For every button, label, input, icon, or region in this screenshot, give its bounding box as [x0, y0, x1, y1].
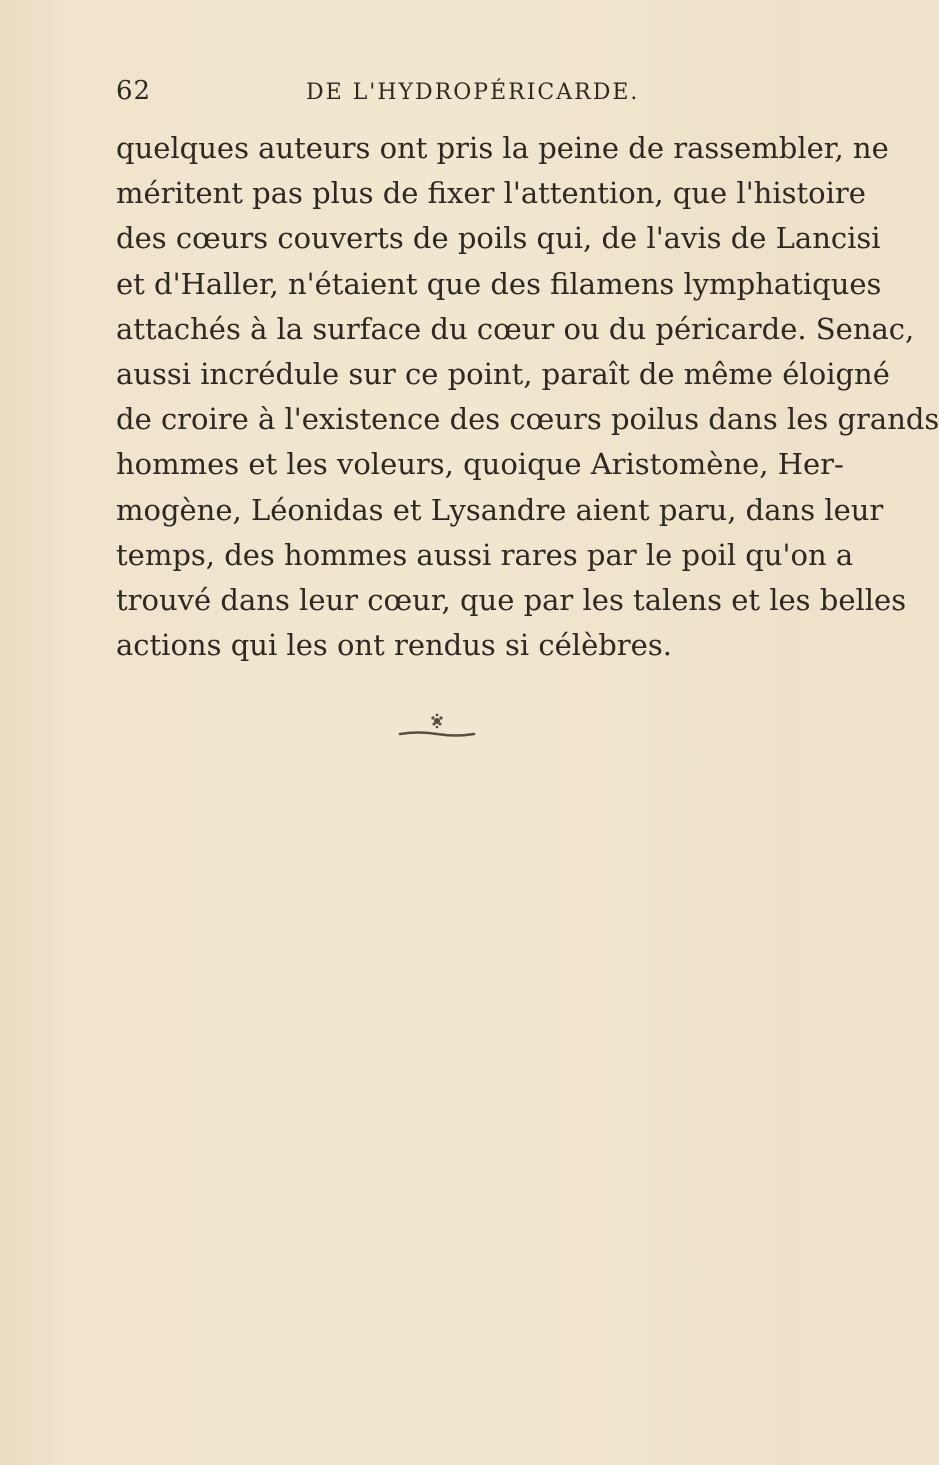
text-line: trouvé dans leur cœur, que par les talens et les belles	[116, 583, 907, 618]
text-line: de croire à l'existence des cœurs poilus dans les grands	[116, 402, 939, 437]
text-line: méritent pas plus de fixer l'attention, que l'histoire	[116, 176, 866, 211]
text-line: quelques auteurs ont pris la peine de rassembler, ne	[116, 131, 889, 165]
text-line: aussi incrédule sur ce point, paraît de même éloigné	[116, 357, 890, 392]
text-line: mogène, Léonidas et Lysandre aient paru, dans leur	[116, 492, 884, 527]
text-line: actions qui les ont rendus si célèbres.	[116, 628, 672, 663]
text-line: temps, des hommes aussi rares par le poil qu'on a	[116, 537, 854, 572]
text-line: et d'Haller, n'étaient que des filamens lymphatiques	[116, 266, 882, 301]
page-number: 62	[116, 76, 152, 106]
tailpiece-ornament-icon	[398, 710, 538, 750]
text-line: attachés à la surface du cœur ou du péricarde. Senac,	[116, 311, 915, 346]
running-head: DE L'HYDROPÉRICARDE.	[306, 80, 640, 105]
text-line: des cœurs couverts de poils qui, de l'avis de Lancisi	[116, 221, 881, 256]
body-paragraph	[116, 126, 939, 668]
text-line: hommes et les voleurs, quoique Aristomène, Her-	[116, 447, 844, 482]
page-header	[116, 76, 776, 116]
